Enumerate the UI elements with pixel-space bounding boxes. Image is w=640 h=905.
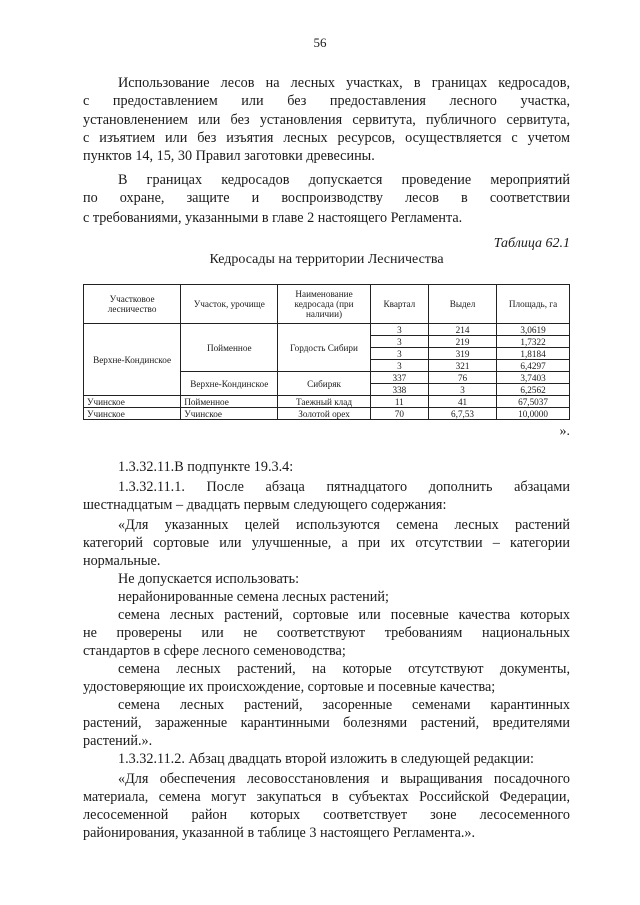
- area-cell: 6,4297: [497, 360, 570, 372]
- text-line: установленением или без установления сервитута, публичного сервитута,: [83, 112, 570, 128]
- text-line: 1.3.32.11.2. Абзац двадцать второй изложить в следующей редакции:: [118, 751, 534, 767]
- text-line: с требованиями, указанными в главе 2 настоящего Регламента.: [83, 210, 463, 226]
- tract-cell: Пойменное: [181, 324, 278, 372]
- table-closing-quote: ».: [559, 424, 570, 439]
- text-line: с предоставлением или без предоставления лесного участка,: [83, 93, 570, 109]
- kvartal-cell: 11: [370, 396, 428, 408]
- table-header-row: [84, 285, 570, 324]
- area-cell: 1,7322: [497, 336, 570, 348]
- kvartal-cell: 3: [370, 324, 428, 336]
- table-row: [84, 408, 570, 420]
- vydel-cell: 219: [429, 336, 497, 348]
- page-number: 56: [313, 35, 327, 50]
- kvartal-cell: 3: [370, 336, 428, 348]
- cedar-garden-name-cell: Золотой орех: [278, 408, 370, 420]
- text-line: В границах кедросадов допускается проведение мероприятий: [118, 172, 570, 188]
- text-line: лесосеменной район которых соответствует зоне лесосеменного: [83, 807, 570, 823]
- table-title: Кедросады на территории Лесничества: [209, 252, 444, 267]
- area-cell: 10,0000: [497, 408, 570, 420]
- text-line: семена лесных растений, на которые отсутствуют документы,: [118, 661, 570, 677]
- kvartal-cell: 3: [370, 348, 428, 360]
- area-cell: 6,2562: [497, 384, 570, 396]
- area-cell: 3,7403: [497, 372, 570, 384]
- text-line: районирования, указанной в таблице 3 настоящего Регламента.».: [83, 825, 476, 841]
- forestry-cell: Учинское: [84, 408, 181, 420]
- text-line: Не допускается использовать:: [118, 571, 300, 587]
- text-line: стандартов в сфере лесного семеноводства;: [83, 643, 346, 659]
- cedar-garden-name-cell: Таежный клад: [278, 396, 370, 408]
- text-line: нерайонированные семена лесных растений;: [118, 589, 389, 605]
- tract-cell: Пойменное: [181, 396, 278, 408]
- vydel-cell: 41: [429, 396, 497, 408]
- text-line: с изъятием или без изъятия лесных ресурсов, осуществляется с учетом: [83, 130, 570, 146]
- tract-cell: Верхне-Кондинское: [181, 372, 278, 396]
- text-line: 1.3.32.11.В подпункте 19.3.4:: [118, 459, 294, 475]
- area-cell: 3,0619: [497, 324, 570, 336]
- cedar-gardens-table: [83, 284, 570, 420]
- text-line: растений.».: [83, 733, 153, 749]
- text-line: растений, зараженные карантинными болезнями растений, вредителями: [83, 715, 570, 731]
- text-line: категорий сортовые или улучшенные, а при их отсутствии – категории: [83, 535, 570, 551]
- kvartal-cell: 337: [370, 372, 428, 384]
- text-line: не проверены или не соответствуют требованиям национальных: [83, 625, 570, 641]
- column-header: Площадь, га: [497, 285, 570, 324]
- tract-cell: Учинское: [181, 408, 278, 420]
- text-line: семена лесных растений, сортовые или посевные качества которых: [118, 607, 570, 623]
- table-row: [84, 324, 570, 336]
- column-header: Участковое лесничество: [84, 285, 181, 324]
- area-cell: 1,8184: [497, 348, 570, 360]
- kvartal-cell: 3: [370, 360, 428, 372]
- vydel-cell: 321: [429, 360, 497, 372]
- column-header: Выдел: [429, 285, 497, 324]
- vydel-cell: 6,7,53: [429, 408, 497, 420]
- column-header: Наименование кедросада (при наличии): [278, 285, 370, 324]
- text-line: шестнадцатым – двадцать первым следующего содержания:: [83, 497, 447, 513]
- text-line: Использование лесов на лесных участках, в границах кедросадов,: [118, 75, 570, 91]
- column-header: Квартал: [370, 285, 428, 324]
- text-line: нормальные.: [83, 553, 161, 569]
- text-line: по охране, защите и воспроизводству лесов в соответствии: [83, 190, 570, 206]
- vydel-cell: 319: [429, 348, 497, 360]
- vydel-cell: 76: [429, 372, 497, 384]
- text-line: «Для обеспечения лесовосстановления и выращивания посадочного: [118, 771, 570, 787]
- text-line: 1.3.32.11.1. После абзаца пятнадцатого дополнить абзацами: [118, 479, 570, 495]
- text-line: семена лесных растений, засоренные семенами карантинных: [118, 697, 570, 713]
- kvartal-cell: 70: [370, 408, 428, 420]
- area-cell: 67,5037: [497, 396, 570, 408]
- text-line: удостоверяющие их происхождение, сортовые и посевные качества;: [83, 679, 496, 695]
- text-line: пунктов 14, 15, 30 Правил заготовки древесины.: [83, 148, 375, 164]
- column-header: Участок, урочище: [181, 285, 278, 324]
- text-line: «Для указанных целей используются семена лесных растений: [118, 517, 570, 533]
- cedar-garden-name-cell: Сибиряк: [278, 372, 370, 396]
- forestry-cell: Учинское: [84, 396, 181, 408]
- table-caption: Таблица 62.1: [493, 236, 570, 251]
- text-line: материала, семена могут закупаться в субъектах Российской Федерации,: [83, 789, 570, 805]
- vydel-cell: 214: [429, 324, 497, 336]
- forestry-cell: Верхне-Кондинское: [84, 324, 181, 396]
- vydel-cell: 3: [429, 384, 497, 396]
- kvartal-cell: 338: [370, 384, 428, 396]
- cedar-garden-name-cell: Гордость Сибири: [278, 324, 370, 372]
- table-row: [84, 396, 570, 408]
